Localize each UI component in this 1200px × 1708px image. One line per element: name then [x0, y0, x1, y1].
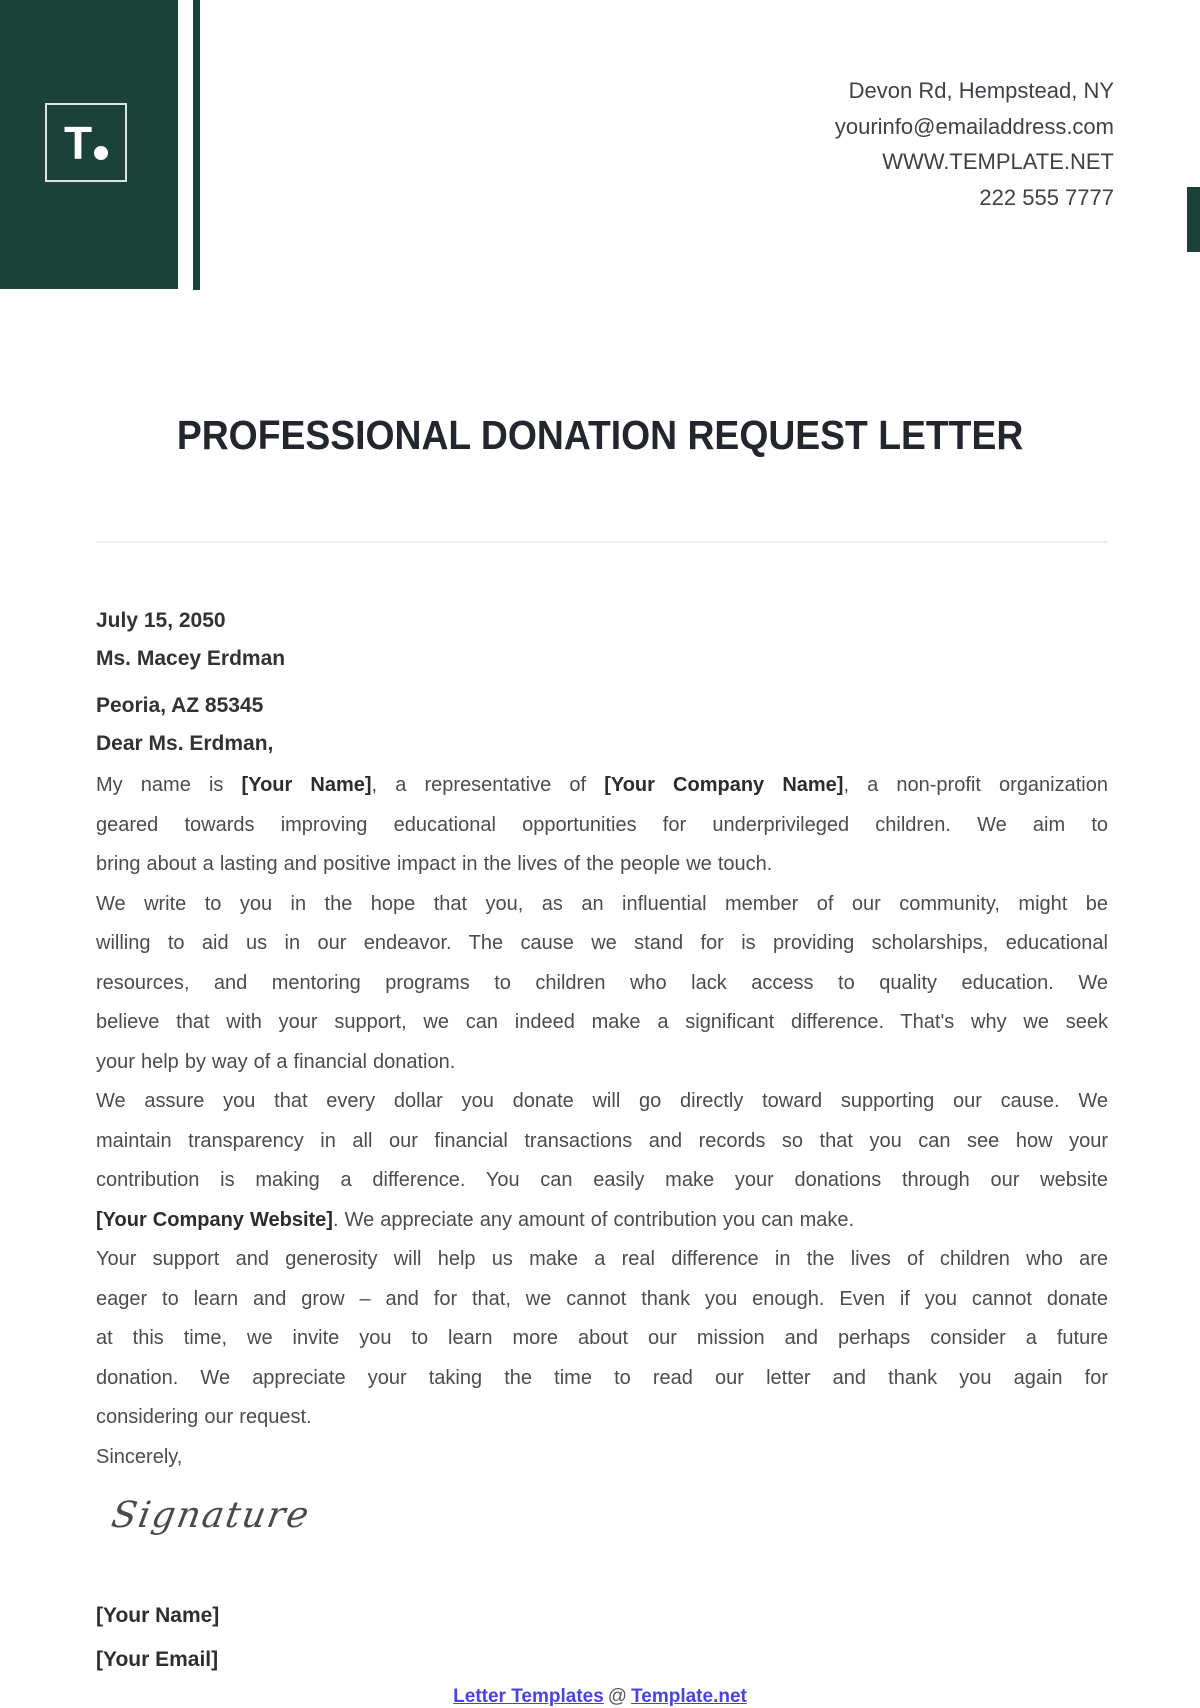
- sender-email: [Your Email]: [96, 1648, 219, 1671]
- letter-line: bring about a lasting and positive impact in the lives of the people we touch.: [96, 853, 773, 875]
- contact-phone: 222 555 7777: [979, 184, 1114, 210]
- recipient-address: Peoria, AZ 85345: [96, 694, 264, 717]
- brand-logo-dot-icon: [94, 146, 108, 160]
- footer-link-template-net[interactable]: Template.net: [631, 1686, 747, 1707]
- closing: Sincerely,: [96, 1445, 183, 1468]
- letter-line: willing to aid us in our endeavor. The cause we stand for is providing scholarships, educational: [96, 932, 1108, 954]
- letter-line: donation. We appreciate your taking the time to read our letter and thank you again for: [96, 1366, 1108, 1389]
- page-title: PROFESSIONAL DONATION REQUEST LETTER: [176, 412, 1024, 458]
- letter-info-block: [96, 602, 1108, 763]
- sender-name: [Your Name]: [96, 1604, 220, 1627]
- letter-line: Your support and generosity will help us make a real difference in the lives of children who are: [96, 1248, 1108, 1270]
- footer-link-letter-templates[interactable]: Letter Templates: [453, 1686, 604, 1707]
- letter-line: believe that with your support, we can indeed make a significant difference. That's why we seek: [96, 1011, 1108, 1033]
- letter-line: maintain transparency in all our financial transactions and records so that you can see how your: [96, 1129, 1108, 1152]
- letter-line: resources, and mentoring programs to children who lack access to quality education. We: [96, 971, 1108, 994]
- letter-line: My name is [Your Name], a representative of [Your Company Name], a non-profit organization: [96, 774, 1108, 796]
- footer-separator: @: [607, 1686, 628, 1707]
- letter-line: contribution is making a difference. You can easily make your donations through our website: [96, 1169, 1108, 1191]
- signature-script: Signature: [108, 1495, 314, 1536]
- footer: [0, 1686, 1200, 1708]
- brand-logo-letter: T: [63, 116, 93, 169]
- letter-line: at this time, we invite you to learn more about our mission and perhaps consider a future: [96, 1327, 1108, 1349]
- letter-date: July 15, 2050: [96, 609, 226, 632]
- salutation: Dear Ms. Erdman,: [96, 732, 274, 755]
- brand-block: [0, 0, 178, 289]
- letter-line: considering our request.: [96, 1406, 312, 1428]
- contact-address: Devon Rd, Hempstead, NY: [848, 78, 1114, 103]
- letter-line: eager to learn and grow – and for that, we cannot thank you enough. Even if you cannot donate: [96, 1287, 1108, 1310]
- brand-vertical-rule: [193, 0, 200, 290]
- letter-line: We write to you in the hope that you, as an influential member of our community, might be: [96, 892, 1108, 915]
- letter-line: We assure you that every dollar you donate will go directly toward supporting our cause. We: [96, 1090, 1108, 1112]
- brand-logo: [45, 103, 127, 182]
- letter-line: geared towards improving educational opportunities for underprivileged children. We aim to: [96, 813, 1108, 836]
- letter-body: [96, 766, 1108, 1477]
- contact-block: [835, 73, 1114, 215]
- title-divider: [96, 541, 1108, 543]
- letter-line: [Your Company Website]. We appreciate any amount of contribution you can make.: [96, 1208, 855, 1231]
- recipient-name: Ms. Macey Erdman: [96, 647, 286, 670]
- letter-line: your help by way of a financial donation.: [96, 1050, 456, 1073]
- right-edge-accent-tab: [1187, 187, 1200, 252]
- contact-email: yourinfo@emailaddress.com: [834, 113, 1114, 139]
- contact-website: WWW.TEMPLATE.NET: [882, 149, 1114, 174]
